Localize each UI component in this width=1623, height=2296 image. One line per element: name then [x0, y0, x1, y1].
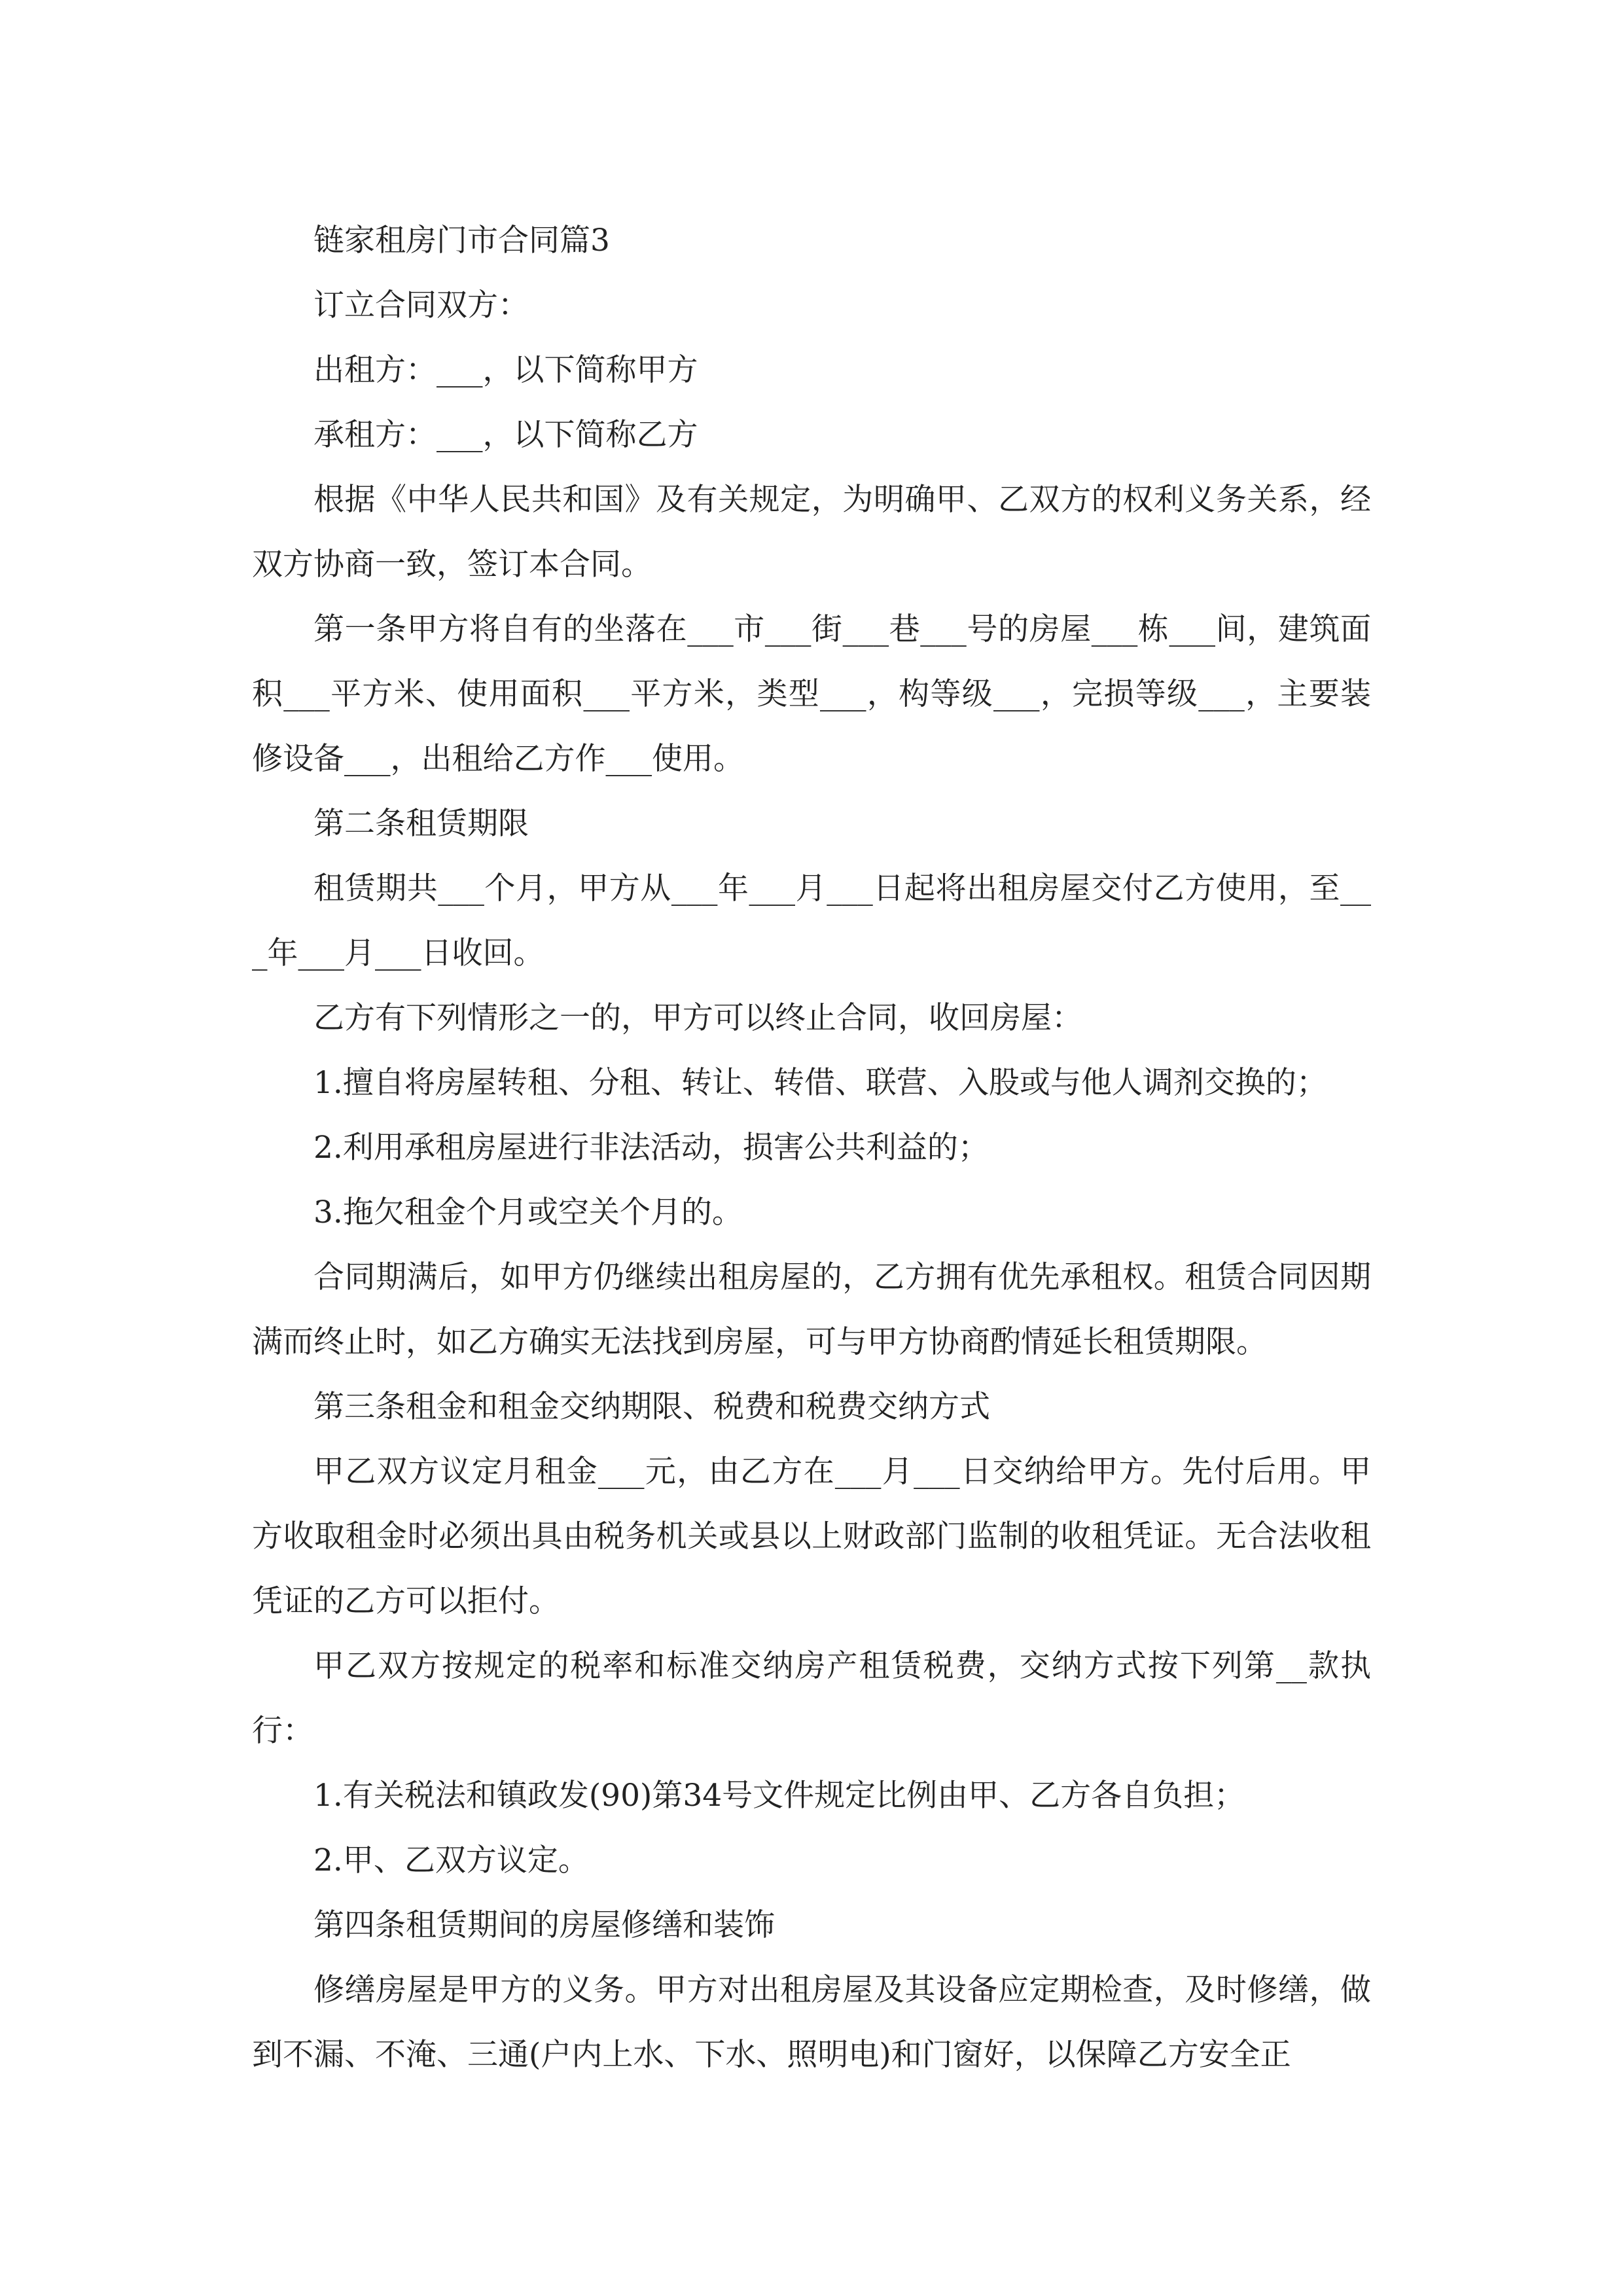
parties-heading: 订立合同双方： [313, 287, 529, 323]
article-4-heading: 第四条租赁期间的房屋修缮和装饰 [313, 1907, 775, 1943]
article-3-heading: 第三条租金和租金交纳期限、税费和税费交纳方式 [313, 1389, 990, 1425]
termination-intro: 乙方有下列情形之一的，甲方可以终止合同，收回房屋： [313, 1000, 1082, 1036]
rent-paragraph: 甲乙双方议定月租金___元，由乙方在___月___日交纳给甲方。先付后用。甲方收取租金时必须出具由税务机关或县以上财政部门监制的收租凭证。无合法收租凭证的乙方可以拒付。 [252, 1454, 1371, 1619]
article-2-heading: 第二条租赁期限 [313, 806, 529, 842]
repair-paragraph: 修缮房屋是甲方的义务。甲方对出租房屋及其设备应定期检查，及时修缮，做到不漏、不淹、三通(户内上水、下水、照明电)和门窗好，以保障乙方安全正 [252, 1972, 1371, 2073]
lessee-line: 承租方：___，以下简称乙方 [313, 417, 698, 453]
contract-body [252, 208, 1371, 2087]
termination-item-2: 2.利用承租房屋进行非法活动，损害公共利益的； [313, 1130, 989, 1166]
lease-term-paragraph: 租赁期共___个月，甲方从___年___月___日起将出租房屋交付乙方使用，至___年___月___日收回。 [252, 870, 1371, 971]
termination-item-3: 3.拖欠租金个月或空关个月的。 [313, 1194, 743, 1230]
tax-item-1: 1.有关税法和镇政发(90)第34号文件规定比例由甲、乙方各自负担； [313, 1778, 1245, 1814]
preamble-paragraph: 根据《中华人民共和国》及有关规定，为明确甲、乙双方的权利义务关系，经双方协商一致，签订本合同。 [252, 482, 1371, 583]
termination-item-1: 1.擅自将房屋转租、分租、转让、转借、联营、入股或与他人调剂交换的； [313, 1065, 1327, 1101]
document-title: 链家租房门市合同篇3 [313, 223, 610, 259]
tax-item-2: 2.甲、乙双方议定。 [313, 1842, 589, 1878]
renewal-paragraph: 合同期满后，如甲方仍继续出租房屋的，乙方拥有优先承租权。租赁合同因期满而终止时，如乙方确实无法找到房屋，可与甲方协商酌情延长租赁期限。 [252, 1259, 1371, 1360]
lessor-line: 出租方：___，以下简称甲方 [313, 352, 698, 388]
tax-paragraph: 甲乙双方按规定的税率和标准交纳房产租赁税费，交纳方式按下列第__款执行： [252, 1648, 1371, 1749]
article-1-paragraph: 第一条甲方将自有的坐落在___市___街___巷___号的房屋___栋___间，建筑面积___平方米、使用面积___平方米，类型___，构等级___，完损等级___，主要装修设备___，出租给乙方作___使用。 [252, 611, 1371, 777]
